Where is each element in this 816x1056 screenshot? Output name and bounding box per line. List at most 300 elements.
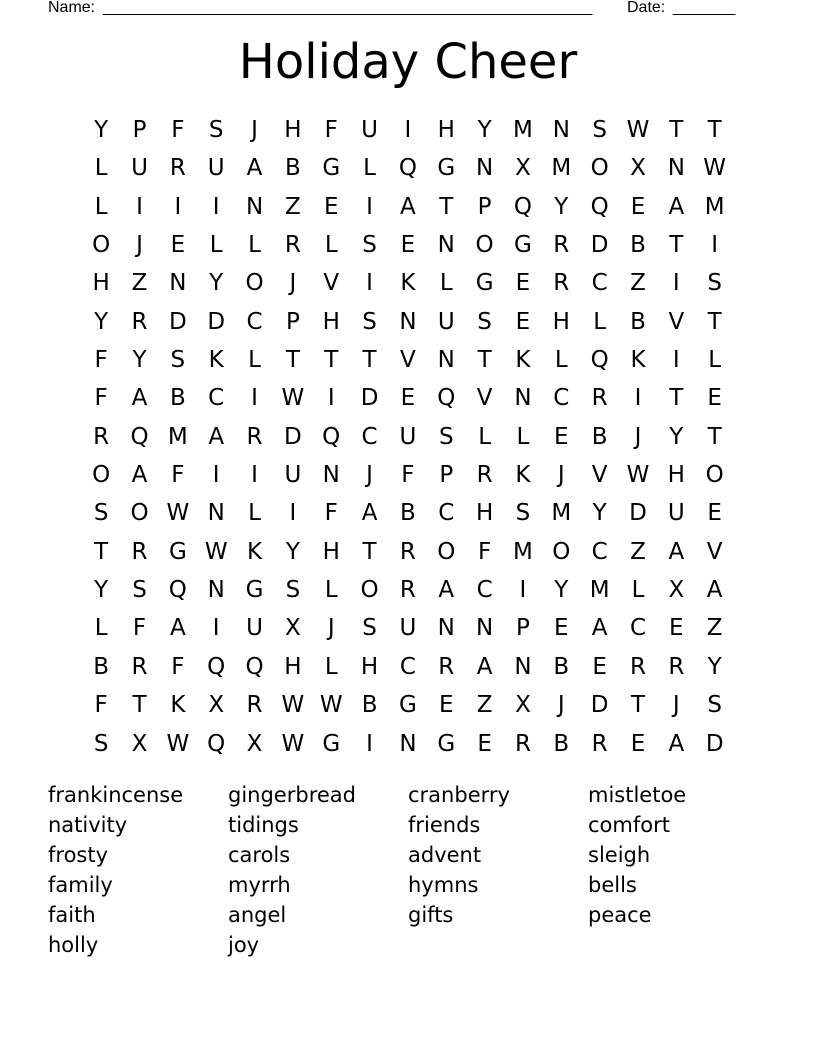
grid-letter[interactable]: L xyxy=(324,232,338,259)
grid-letter[interactable]: Z xyxy=(630,270,646,297)
grid-letter[interactable]: I xyxy=(711,232,719,259)
grid-letter[interactable]: K xyxy=(515,347,531,374)
grid-letter[interactable]: F xyxy=(132,615,147,642)
grid-letter[interactable]: H xyxy=(284,117,302,143)
grid-letter[interactable]: Q xyxy=(130,423,149,450)
grid-letter[interactable]: T xyxy=(669,232,684,259)
grid-letter[interactable]: L xyxy=(94,615,108,642)
grid-letter[interactable]: L xyxy=(631,577,645,604)
grid-letter[interactable]: L xyxy=(209,232,223,259)
grid-letter[interactable]: U xyxy=(437,308,455,335)
grid-letter[interactable]: V xyxy=(706,538,723,565)
grid-letter[interactable]: E xyxy=(707,500,722,527)
grid-letter[interactable]: T xyxy=(630,692,646,719)
grid-letter[interactable]: I xyxy=(289,500,297,527)
grid-letter[interactable]: E xyxy=(554,615,569,642)
grid-letter[interactable]: A xyxy=(706,577,723,604)
grid-letter[interactable]: Z xyxy=(630,538,646,565)
grid-letter[interactable]: Q xyxy=(322,423,341,450)
grid-letter[interactable]: S xyxy=(477,308,492,335)
grid-letter[interactable]: W xyxy=(319,692,343,719)
grid-letter[interactable]: R xyxy=(668,653,685,680)
grid-letter[interactable]: C xyxy=(553,385,570,412)
grid-letter[interactable]: H xyxy=(322,538,340,565)
grid-letter[interactable]: A xyxy=(668,193,685,220)
grid-letter[interactable]: E xyxy=(554,423,569,450)
grid-letter[interactable]: W xyxy=(204,538,228,565)
grid-letter[interactable]: T xyxy=(324,347,339,374)
word-list-item: family xyxy=(48,873,113,897)
grid-letter[interactable]: W xyxy=(626,462,650,489)
grid-letter[interactable]: V xyxy=(400,347,416,374)
grid-letter[interactable]: N xyxy=(399,308,417,335)
grid-letter[interactable]: B xyxy=(400,500,416,527)
grid-letter[interactable]: R xyxy=(591,730,608,757)
grid-letter[interactable]: D xyxy=(629,500,647,527)
grid-letter[interactable]: N xyxy=(245,193,264,220)
grid-letter[interactable]: T xyxy=(362,347,377,374)
grid-letter[interactable]: R xyxy=(399,577,416,604)
grid-letter[interactable]: S xyxy=(707,692,722,719)
grid-letter[interactable]: E xyxy=(669,615,684,642)
word-list-item: frankincense xyxy=(48,783,184,807)
grid-letter[interactable]: M xyxy=(589,577,610,604)
grid-letter[interactable]: R xyxy=(93,423,110,450)
grid-letter[interactable]: L xyxy=(439,270,453,297)
grid-letter[interactable]: E xyxy=(515,308,531,335)
grid-letter[interactable]: G xyxy=(168,538,187,565)
grid-letter[interactable]: I xyxy=(327,385,335,412)
grid-letter[interactable]: F xyxy=(171,117,185,143)
grid-letter[interactable]: J xyxy=(672,692,680,719)
grid-letter[interactable]: R xyxy=(169,155,186,182)
grid-letter[interactable]: F xyxy=(94,385,108,412)
grid-letter[interactable]: A xyxy=(361,500,378,527)
grid-letter[interactable]: H xyxy=(92,270,110,297)
grid-letter[interactable]: G xyxy=(437,155,456,182)
grid-letter[interactable]: G xyxy=(245,577,264,604)
grid-letter[interactable]: R xyxy=(131,653,148,680)
grid-letter[interactable]: A xyxy=(668,538,685,565)
grid-letter[interactable]: T xyxy=(669,385,684,412)
grid-letter[interactable]: B xyxy=(630,308,646,335)
grid-letter[interactable]: I xyxy=(174,193,182,220)
grid-letter[interactable]: O xyxy=(552,538,571,565)
grid-letter[interactable]: A xyxy=(131,462,148,489)
grid-letter[interactable]: I xyxy=(672,270,680,297)
grid-letter[interactable]: N xyxy=(437,232,455,259)
grid-letter[interactable]: E xyxy=(323,193,339,220)
grid-letter[interactable]: P xyxy=(439,462,454,489)
grid-letter[interactable]: Q xyxy=(437,385,456,412)
grid-letter[interactable]: G xyxy=(399,692,417,719)
grid-letter[interactable]: F xyxy=(477,538,492,565)
grid-letter[interactable]: M xyxy=(704,193,725,220)
grid-letter[interactable]: S xyxy=(362,308,377,335)
grid-letter[interactable]: R xyxy=(553,232,570,259)
date-blank-line[interactable]: _______ xyxy=(673,0,736,16)
grid-letter[interactable]: C xyxy=(629,615,647,642)
grid-letter[interactable]: N xyxy=(514,385,532,412)
grid-letter[interactable]: N xyxy=(437,615,455,642)
grid-letter[interactable]: C xyxy=(438,500,455,527)
grid-letter[interactable]: O xyxy=(360,577,379,604)
grid-letter[interactable]: D xyxy=(207,308,226,335)
grid-letter[interactable]: V xyxy=(476,385,493,412)
grid-letter[interactable]: J xyxy=(634,423,642,450)
grid-letter[interactable]: Y xyxy=(94,308,109,335)
grid-letter[interactable]: S xyxy=(132,577,147,604)
grid-letter[interactable]: B xyxy=(553,730,570,757)
grid-letter[interactable]: K xyxy=(170,692,186,719)
grid-letter[interactable]: T xyxy=(477,347,492,374)
grid-letter[interactable]: E xyxy=(592,653,607,680)
grid-letter[interactable]: F xyxy=(401,462,415,489)
grid-letter[interactable]: H xyxy=(360,653,379,680)
grid-letter[interactable]: I xyxy=(212,462,220,489)
grid-letter[interactable]: X xyxy=(668,577,685,604)
grid-letter[interactable]: G xyxy=(437,730,456,757)
grid-letter[interactable]: T xyxy=(132,692,147,719)
grid-letter[interactable]: F xyxy=(94,692,108,719)
grid-letter[interactable]: H xyxy=(284,653,302,680)
grid-letter[interactable]: X xyxy=(131,730,148,757)
grid-letter[interactable]: D xyxy=(705,730,724,757)
grid-letter[interactable]: K xyxy=(208,347,224,374)
grid-letter[interactable]: A xyxy=(131,385,148,412)
grid-letter[interactable]: S xyxy=(592,117,607,143)
grid-letter[interactable]: I xyxy=(366,730,373,757)
grid-letter[interactable]: Q xyxy=(590,347,609,374)
grid-letter[interactable]: T xyxy=(285,347,300,374)
grid-letter[interactable]: I xyxy=(212,193,220,220)
grid-letter[interactable]: F xyxy=(324,117,338,143)
grid-letter[interactable]: Z xyxy=(285,193,301,220)
grid-letter[interactable]: X xyxy=(630,155,646,182)
grid-letter[interactable]: U xyxy=(361,117,378,143)
grid-letter[interactable]: Q xyxy=(168,577,187,604)
grid-letter[interactable]: Z xyxy=(706,615,723,642)
grid-letter[interactable]: X xyxy=(515,155,531,182)
grid-letter[interactable]: T xyxy=(439,193,454,220)
grid-letter[interactable]: C xyxy=(246,308,263,335)
grid-letter[interactable]: S xyxy=(707,270,722,297)
grid-letter[interactable]: Y xyxy=(669,423,684,450)
grid-letter[interactable]: C xyxy=(591,270,608,297)
grid-letter[interactable]: J xyxy=(327,615,335,642)
grid-letter[interactable]: B xyxy=(553,653,570,680)
grid-letter[interactable]: I xyxy=(519,577,527,604)
grid-letter[interactable]: I xyxy=(251,462,258,489)
grid-letter[interactable]: I xyxy=(634,385,642,412)
grid-letter[interactable]: A xyxy=(400,193,416,220)
grid-letter[interactable]: T xyxy=(707,423,722,450)
grid-letter[interactable]: K xyxy=(630,347,646,374)
grid-letter[interactable]: J xyxy=(136,232,143,259)
grid-letter[interactable]: A xyxy=(668,730,685,757)
grid-letter[interactable]: S xyxy=(93,730,109,757)
grid-letter[interactable]: R xyxy=(246,423,263,450)
grid-letter[interactable]: M xyxy=(551,500,572,527)
grid-letter[interactable]: Y xyxy=(94,577,109,604)
grid-letter[interactable]: O xyxy=(245,270,264,297)
grid-letter[interactable]: J xyxy=(557,692,565,719)
grid-letter[interactable]: T xyxy=(707,117,722,143)
grid-letter[interactable]: Q xyxy=(207,653,226,680)
grid-letter[interactable]: H xyxy=(437,117,455,143)
grid-letter[interactable]: T xyxy=(669,117,684,143)
grid-letter[interactable]: F xyxy=(171,653,185,680)
grid-letter[interactable]: K xyxy=(247,538,263,565)
grid-letter[interactable]: N xyxy=(322,462,340,489)
grid-letter[interactable]: F xyxy=(171,462,185,489)
name-blank-line[interactable]: _______________________________________________________ xyxy=(103,0,593,16)
grid-letter[interactable]: R xyxy=(246,692,263,719)
grid-letter[interactable]: F xyxy=(94,347,108,374)
grid-letter[interactable]: O xyxy=(437,538,456,565)
word-list-item: myrrh xyxy=(228,873,291,897)
grid-letter[interactable]: Y xyxy=(285,538,300,565)
grid-letter[interactable]: E xyxy=(170,232,186,259)
puzzle-title: Holiday Cheer xyxy=(238,34,578,90)
grid-letter[interactable]: A xyxy=(208,423,225,450)
grid-letter[interactable]: L xyxy=(554,347,568,374)
grid-letter[interactable]: Y xyxy=(554,193,569,220)
grid-letter[interactable]: W xyxy=(166,500,190,527)
word-list-item: gifts xyxy=(408,903,454,927)
grid-letter[interactable]: W xyxy=(281,692,305,719)
word-list-item: cranberry xyxy=(408,783,510,807)
grid-letter[interactable]: E xyxy=(438,692,454,719)
grid-letter[interactable]: U xyxy=(667,500,685,527)
grid-letter[interactable]: S xyxy=(362,232,377,259)
grid-letter[interactable]: N xyxy=(207,577,225,604)
grid-letter[interactable]: Q xyxy=(207,730,226,757)
grid-letter[interactable]: A xyxy=(438,577,455,604)
grid-letter[interactable]: B xyxy=(361,692,378,719)
grid-letter[interactable]: R xyxy=(514,730,531,757)
grid-letter[interactable]: C xyxy=(208,385,225,412)
grid-letter[interactable]: S xyxy=(170,347,186,374)
grid-letter[interactable]: I xyxy=(212,615,220,642)
grid-letter[interactable]: L xyxy=(248,232,261,259)
grid-letter[interactable]: G xyxy=(475,270,494,297)
grid-letter[interactable]: L xyxy=(248,500,261,527)
grid-letter[interactable]: B xyxy=(591,423,608,450)
grid-letter[interactable]: N xyxy=(667,155,685,182)
grid-letter[interactable]: N xyxy=(476,155,494,182)
grid-letter[interactable]: L xyxy=(478,423,492,450)
grid-letter[interactable]: Z xyxy=(131,270,148,297)
grid-letter[interactable]: W xyxy=(166,730,190,757)
grid-letter[interactable]: R xyxy=(438,653,455,680)
grid-letter[interactable]: M xyxy=(167,423,188,450)
grid-letter[interactable]: A xyxy=(476,653,493,680)
grid-letter[interactable]: R xyxy=(131,308,148,335)
grid-letter[interactable]: D xyxy=(284,423,302,450)
grid-letter[interactable]: B xyxy=(169,385,186,412)
grid-letter[interactable]: F xyxy=(324,500,338,527)
grid-letter[interactable]: M xyxy=(513,538,533,565)
grid-letter[interactable]: X xyxy=(208,692,225,719)
grid-letter[interactable]: L xyxy=(94,155,108,182)
grid-letter[interactable]: T xyxy=(362,538,377,565)
grid-letter[interactable]: L xyxy=(363,155,376,182)
grid-letter[interactable]: J xyxy=(251,117,258,143)
grid-letter[interactable]: R xyxy=(629,653,646,680)
grid-letter[interactable]: I xyxy=(672,347,680,374)
grid-letter[interactable]: T xyxy=(94,538,109,565)
grid-letter[interactable]: J xyxy=(366,462,373,489)
grid-letter[interactable]: N xyxy=(169,270,187,297)
grid-letter[interactable]: G xyxy=(322,730,341,757)
grid-letter[interactable]: H xyxy=(667,462,685,489)
grid-letter[interactable]: X xyxy=(246,730,263,757)
grid-letter[interactable]: J xyxy=(557,462,565,489)
grid-letter[interactable]: C xyxy=(476,577,493,604)
grid-letter[interactable]: T xyxy=(707,308,722,335)
grid-letter[interactable]: A xyxy=(169,615,186,642)
grid-letter[interactable]: P xyxy=(477,193,492,220)
grid-letter[interactable]: D xyxy=(590,232,609,259)
grid-letter[interactable]: L xyxy=(324,653,338,680)
grid-letter[interactable]: E xyxy=(630,730,646,757)
grid-letter[interactable]: H xyxy=(552,308,570,335)
grid-letter[interactable]: D xyxy=(360,385,379,412)
grid-letter[interactable]: N xyxy=(437,347,455,374)
grid-letter[interactable]: I xyxy=(366,270,373,297)
grid-letter[interactable]: Y xyxy=(209,270,224,297)
grid-letter[interactable]: E xyxy=(630,193,646,220)
grid-letter[interactable]: Y xyxy=(554,577,569,604)
grid-letter[interactable]: O xyxy=(92,232,111,259)
grid-letter[interactable]: E xyxy=(400,232,416,259)
grid-letter[interactable]: Y xyxy=(94,117,109,143)
grid-letter[interactable]: R xyxy=(131,538,148,565)
word-list-item: hymns xyxy=(408,873,479,897)
grid-letter[interactable]: C xyxy=(591,538,608,565)
grid-letter[interactable]: E xyxy=(400,385,416,412)
grid-letter[interactable]: G xyxy=(322,155,341,182)
grid-letter[interactable]: U xyxy=(131,155,148,182)
word-list-item: friends xyxy=(408,813,481,837)
grid-letter[interactable]: W xyxy=(626,117,650,143)
grid-letter[interactable]: I xyxy=(404,117,412,143)
grid-letter[interactable]: U xyxy=(399,615,417,642)
grid-letter[interactable]: Y xyxy=(592,500,607,527)
grid-letter[interactable]: B xyxy=(285,155,301,182)
grid-letter[interactable]: A xyxy=(591,615,608,642)
grid-letter[interactable]: I xyxy=(251,385,258,412)
grid-letter[interactable]: L xyxy=(324,577,338,604)
grid-letter[interactable]: U xyxy=(246,615,263,642)
grid-letter[interactable]: C xyxy=(361,423,378,450)
grid-letter[interactable]: H xyxy=(322,308,340,335)
grid-letter[interactable]: U xyxy=(399,423,417,450)
grid-letter[interactable]: Q xyxy=(398,155,417,182)
grid-letter[interactable]: V xyxy=(668,308,685,335)
grid-letter[interactable]: Y xyxy=(477,117,492,143)
word-list-item: tidings xyxy=(228,813,299,837)
grid-letter[interactable]: L xyxy=(708,347,722,374)
grid-letter[interactable]: C xyxy=(399,653,416,680)
grid-letter[interactable]: S xyxy=(438,423,454,450)
grid-letter[interactable]: W xyxy=(703,155,727,182)
grid-letter[interactable]: E xyxy=(515,270,531,297)
grid-letter[interactable]: D xyxy=(590,692,609,719)
grid-letter[interactable]: S xyxy=(285,577,301,604)
grid-letter[interactable]: O xyxy=(475,232,494,259)
grid-letter[interactable]: X xyxy=(515,692,531,719)
grid-letter[interactable]: O xyxy=(92,462,111,489)
grid-letter[interactable]: N xyxy=(552,117,570,143)
grid-letter[interactable]: I xyxy=(136,193,143,220)
grid-letter[interactable]: R xyxy=(591,385,608,412)
grid-letter[interactable]: O xyxy=(705,462,724,489)
grid-letter[interactable]: Y xyxy=(132,347,147,374)
grid-letter[interactable]: R xyxy=(553,270,570,297)
grid-letter[interactable]: Y xyxy=(707,653,722,680)
grid-letter[interactable]: W xyxy=(281,385,305,412)
grid-letter[interactable]: R xyxy=(284,232,301,259)
grid-letter[interactable]: A xyxy=(246,155,263,182)
grid-letter[interactable]: Q xyxy=(245,653,264,680)
grid-letter[interactable]: K xyxy=(515,462,531,489)
grid-letter[interactable]: R xyxy=(476,462,493,489)
grid-letter[interactable]: E xyxy=(707,385,722,412)
grid-letter[interactable]: M xyxy=(551,155,572,182)
grid-letter[interactable]: H xyxy=(475,500,494,527)
grid-letter[interactable]: B xyxy=(630,232,646,259)
grid-letter[interactable]: Z xyxy=(476,692,493,719)
grid-letter[interactable]: M xyxy=(513,117,533,143)
grid-letter[interactable]: K xyxy=(400,270,416,297)
grid-letter[interactable]: N xyxy=(476,615,494,642)
grid-letter[interactable]: Q xyxy=(590,193,609,220)
grid-letter[interactable]: R xyxy=(399,538,416,565)
grid-letter[interactable]: L xyxy=(516,423,530,450)
grid-letter[interactable]: N xyxy=(514,653,532,680)
grid-letter[interactable]: U xyxy=(207,155,225,182)
grid-letter[interactable]: S xyxy=(515,500,531,527)
grid-letter[interactable]: I xyxy=(366,193,373,220)
grid-letter[interactable]: L xyxy=(593,308,607,335)
grid-letter[interactable]: O xyxy=(130,500,149,527)
grid-letter[interactable]: P xyxy=(516,615,530,642)
grid-letter[interactable]: U xyxy=(284,462,302,489)
grid-letter[interactable]: N xyxy=(207,500,225,527)
grid-letter[interactable]: G xyxy=(514,232,532,259)
grid-letter[interactable]: D xyxy=(169,308,187,335)
grid-letter[interactable]: L xyxy=(248,347,261,374)
grid-letter[interactable]: O xyxy=(590,155,609,182)
grid-letter[interactable]: L xyxy=(94,193,108,220)
grid-letter[interactable]: S xyxy=(362,615,377,642)
grid-letter[interactable]: N xyxy=(399,730,417,757)
grid-letter[interactable]: P xyxy=(285,308,300,335)
grid-letter[interactable]: W xyxy=(281,730,305,757)
grid-letter[interactable]: X xyxy=(285,615,301,642)
grid-letter[interactable]: B xyxy=(93,653,110,680)
grid-letter[interactable]: Q xyxy=(513,193,532,220)
grid-letter[interactable]: S xyxy=(208,117,224,143)
grid-letter[interactable]: P xyxy=(132,117,147,143)
grid-letter[interactable]: V xyxy=(323,270,340,297)
grid-letter[interactable]: S xyxy=(93,500,109,527)
grid-letter[interactable]: V xyxy=(591,462,608,489)
grid-letter[interactable]: J xyxy=(289,270,297,297)
grid-letter[interactable]: E xyxy=(477,730,492,757)
